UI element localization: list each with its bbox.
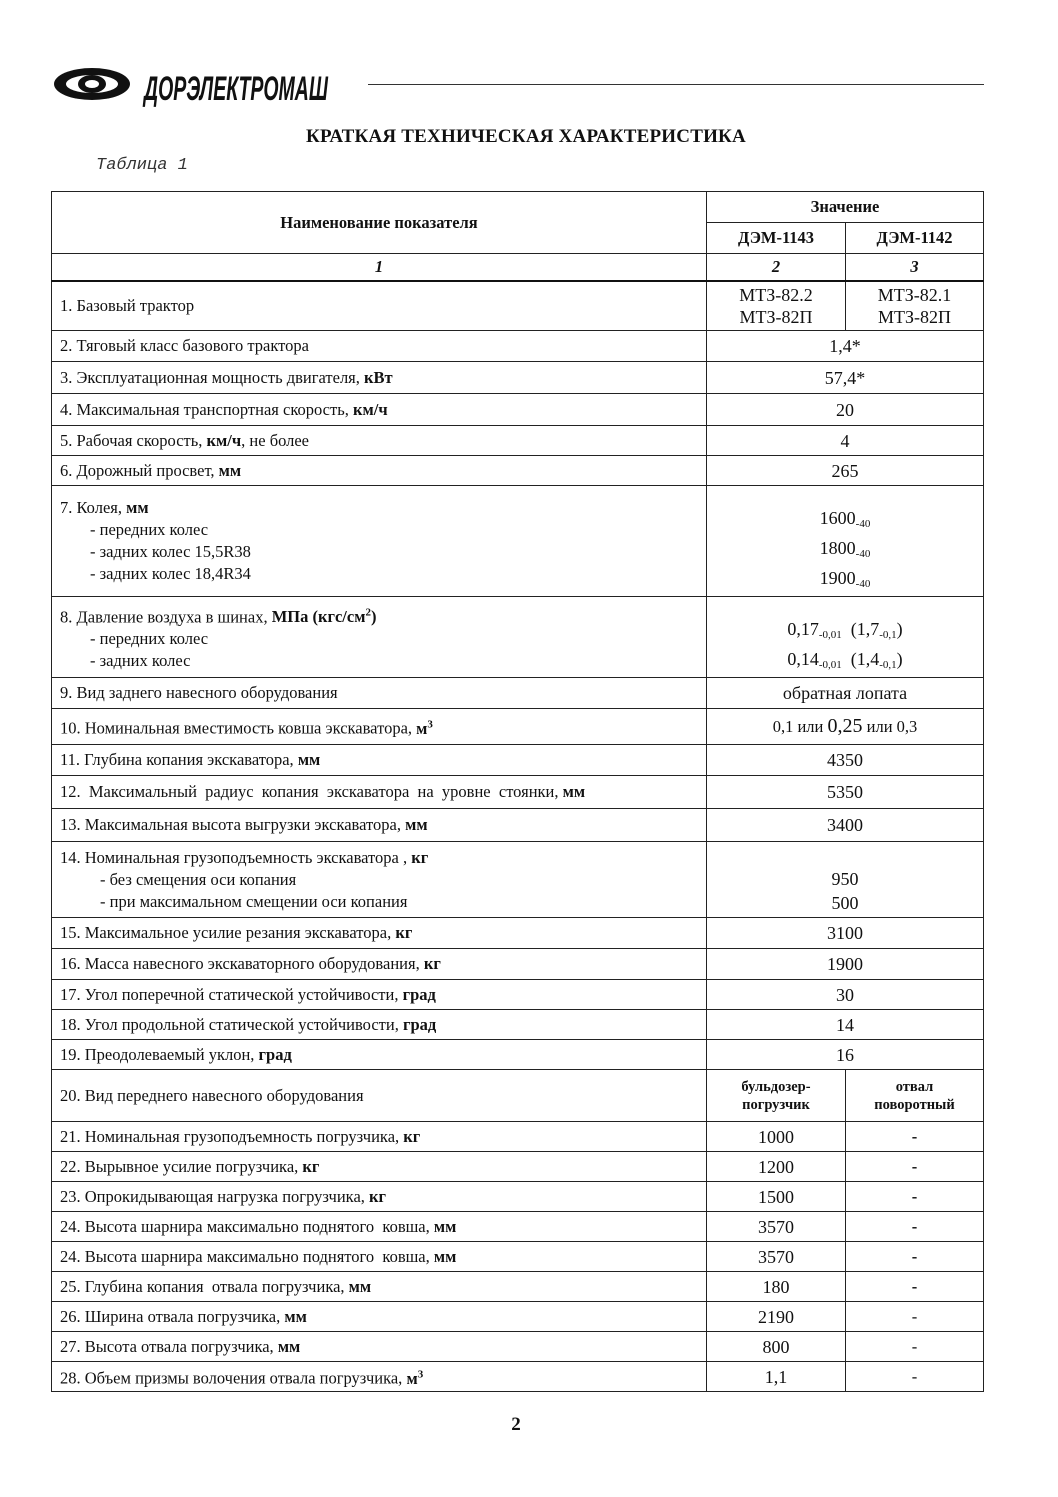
row-subvalue: $1900_{-40}$ bbox=[819, 568, 871, 590]
row-sublabel: - задних колес 18,4R34 bbox=[90, 564, 251, 583]
row-label-text: 28. Объем призмы волочения отвала погрузчика, bbox=[60, 1368, 403, 1388]
row-unit: мм bbox=[433, 1216, 457, 1236]
table-row bbox=[52, 1122, 984, 1152]
table-row bbox=[52, 1302, 984, 1332]
row-label bbox=[52, 394, 707, 426]
row-subvalue: $0,14_{-0,01}$ $(1,4_{-0,1})$ bbox=[787, 649, 903, 671]
row-unit: мм bbox=[284, 1306, 307, 1326]
row-value-a-line1: бульдозер- bbox=[741, 1078, 811, 1095]
table-row bbox=[52, 1362, 984, 1392]
row-unit: кг bbox=[395, 923, 413, 942]
table-row bbox=[52, 1070, 984, 1122]
col-num-2: 2 bbox=[707, 254, 846, 281]
row-label-text: 24. Высота шарнира максимально поднятого ковша, bbox=[60, 1246, 430, 1266]
row-value-b bbox=[846, 1070, 984, 1122]
row-value: 3100 bbox=[707, 918, 984, 949]
row-label-text: 13. Максимальная высота выгрузки экскаватора, bbox=[60, 815, 401, 834]
row-label-text: 22. Вырывное усилие погрузчика, bbox=[60, 1156, 299, 1176]
row-unit: м bbox=[416, 718, 428, 738]
row-value: 57,4* bbox=[707, 362, 984, 394]
row-unit: мм bbox=[297, 750, 321, 769]
table-row bbox=[52, 362, 984, 394]
table-row bbox=[52, 842, 984, 918]
row-value-b: - bbox=[846, 1182, 984, 1212]
table-row bbox=[52, 331, 984, 362]
row-label: 8. Давление воздуха в шинах, МПа $(кгс/см^2)$ - передних колес - задних колес bbox=[52, 597, 707, 678]
row-value: 16 bbox=[707, 1040, 984, 1070]
row-subvalue: $0,17_{-0,01}$ $(1,7_{-0,1})$ bbox=[787, 619, 903, 641]
row-label-text: 11. Глубина копания экскаватора, bbox=[60, 750, 294, 769]
row-label-text: 6. Дорожный просвет, bbox=[60, 460, 215, 480]
table-row bbox=[52, 918, 984, 949]
row-value-a-line1: МТЗ-82.2 bbox=[739, 284, 813, 305]
row-value-b: - bbox=[846, 1212, 984, 1242]
row-value-a: 180 bbox=[707, 1272, 846, 1302]
row-value-a bbox=[707, 1070, 846, 1122]
table-row bbox=[52, 1040, 984, 1070]
row-value-a-line2: МТЗ-82П bbox=[739, 306, 813, 327]
table-row bbox=[52, 678, 984, 709]
row-label-text: 8. Давление воздуха в шинах, bbox=[60, 607, 268, 627]
row-value bbox=[707, 842, 984, 918]
row-label bbox=[52, 1332, 707, 1362]
row-label-text: 26. Ширина отвала погрузчика, bbox=[60, 1306, 281, 1326]
row-value-b: - bbox=[846, 1272, 984, 1302]
row-label-text: 3. Эксплуатационная мощность двигателя, bbox=[60, 367, 360, 387]
row-value-b-line2: поворотный bbox=[874, 1096, 955, 1113]
row-label: 10. Номинальная вместимость ковша экскаватора, $м^3$ bbox=[52, 709, 707, 745]
table-row bbox=[52, 1182, 984, 1212]
row-unit: кг bbox=[369, 1186, 387, 1206]
row-value: 4350 bbox=[707, 745, 984, 776]
column-number-row bbox=[52, 254, 984, 281]
row-unit: кг bbox=[403, 1126, 421, 1146]
row-label bbox=[52, 1272, 707, 1302]
row-label-text: 10. Номинальная вместимость ковша экскаватора, bbox=[60, 718, 413, 738]
row-value-a: 800 bbox=[707, 1332, 846, 1362]
row-label: 20. Вид переднего навесного оборудования bbox=[52, 1070, 707, 1122]
company-logo bbox=[52, 62, 332, 106]
row-unit: кг bbox=[423, 954, 441, 973]
row-value-b-line1: МТЗ-82.1 bbox=[877, 284, 952, 305]
row-unit: м bbox=[406, 1368, 418, 1388]
row-unit: мм bbox=[433, 1246, 457, 1266]
row-value-a: 3570 bbox=[707, 1212, 846, 1242]
row-label-text: 7. Колея, bbox=[60, 498, 122, 517]
row-label-text: 18. Угол продольной статической устойчивости, bbox=[60, 1014, 399, 1034]
row-value: 265 bbox=[707, 456, 984, 486]
table-row bbox=[52, 281, 984, 331]
row-value-a: 1000 bbox=[707, 1122, 846, 1152]
row-label bbox=[52, 1302, 707, 1332]
row-value-b: - bbox=[846, 1242, 984, 1272]
row-subvalue: 950 bbox=[831, 868, 859, 889]
row-label bbox=[52, 809, 707, 842]
row-label: 28. Объем призмы волочения отвала погрузчика, $м^3$ bbox=[52, 1362, 707, 1392]
row-value-b: - bbox=[846, 1302, 984, 1332]
row-value-b bbox=[846, 281, 984, 331]
row-unit: кВт bbox=[364, 367, 393, 387]
row-value: 5350 bbox=[707, 776, 984, 809]
row-label bbox=[52, 486, 707, 597]
row-value-a: 1200 bbox=[707, 1152, 846, 1182]
row-unit: км/ч bbox=[206, 430, 242, 450]
page-title: КРАТКАЯ ТЕХНИЧЕСКАЯ ХАРАКТЕРИСТИКА bbox=[306, 126, 746, 147]
row-value: 30 bbox=[707, 980, 984, 1010]
row-unit: град bbox=[402, 984, 436, 1004]
table-row bbox=[52, 597, 984, 678]
table-row bbox=[52, 1332, 984, 1362]
row-label bbox=[52, 1010, 707, 1040]
row-value-a: 3570 bbox=[707, 1242, 846, 1272]
row-label: 9. Вид заднего навесного оборудования bbox=[52, 678, 707, 709]
table-row bbox=[52, 1272, 984, 1302]
row-label-text: 25. Глубина копания отвала погрузчика, bbox=[60, 1276, 345, 1296]
row-subvalue: $1600_{-40}$ bbox=[819, 508, 871, 530]
table-row bbox=[52, 1010, 984, 1040]
row-label-text: 17. Угол поперечной статической устойчивости, bbox=[60, 984, 399, 1004]
row-unit: кг bbox=[411, 847, 429, 867]
row-value bbox=[707, 597, 984, 678]
page-number: 2 bbox=[511, 1414, 521, 1435]
row-value-b-line2: МТЗ-82П bbox=[877, 306, 951, 327]
table-row bbox=[52, 486, 984, 597]
col-num-3: 3 bbox=[846, 254, 984, 281]
row-sublabel: - передних колес bbox=[90, 629, 209, 649]
row-unit: кг bbox=[302, 1156, 320, 1176]
header-rule bbox=[368, 84, 984, 85]
header-value: Значение bbox=[707, 192, 984, 223]
table-row bbox=[52, 949, 984, 980]
row-label bbox=[52, 745, 707, 776]
row-label-text: 14. Номинальная грузоподъемность экскаватора , bbox=[60, 847, 408, 867]
row-unit: мм bbox=[405, 815, 428, 834]
table-row bbox=[52, 980, 984, 1010]
row-unit: мм bbox=[218, 460, 242, 480]
table-row bbox=[52, 809, 984, 842]
row-value-a bbox=[707, 281, 846, 331]
row-label-text: 15. Максимальное усилие резания экскаватора, bbox=[60, 923, 392, 942]
row-subvalue: $1800_{-40}$ bbox=[819, 538, 871, 560]
header-name: Наименование показателя bbox=[52, 192, 707, 254]
row-value-b: - bbox=[846, 1332, 984, 1362]
row-label bbox=[52, 362, 707, 394]
row-value: обратная лопата bbox=[707, 678, 984, 709]
row-value-b-line1: отвал bbox=[895, 1078, 934, 1095]
row-value-a: 2190 bbox=[707, 1302, 846, 1332]
row-value: 4 bbox=[707, 426, 984, 456]
row-label-text: 19. Преодолеваемый уклон, bbox=[60, 1044, 255, 1064]
row-unit: км/ч bbox=[352, 399, 388, 419]
header-row bbox=[52, 192, 984, 223]
table-row bbox=[52, 745, 984, 776]
row-unit: МПа (кгс/см bbox=[271, 607, 366, 627]
row-label-text: 16. Масса навесного экскаваторного оборудования, bbox=[60, 954, 420, 973]
row-sublabel: - передних колес bbox=[90, 520, 209, 539]
header-model-b: ДЭМ-1142 bbox=[846, 223, 984, 254]
row-sublabel: - при максимальном смещении оси копания bbox=[100, 891, 408, 911]
row-label-text: 12. Максимальный радиус копания экскаватора на уровне стоянки, bbox=[60, 782, 559, 801]
row-sublabel: - задних колес 15,5R38 bbox=[90, 542, 251, 561]
row-value-a: 1,1 bbox=[707, 1362, 846, 1392]
row-value-a-line2: погрузчик bbox=[742, 1096, 810, 1113]
table-row bbox=[52, 709, 984, 745]
table-row bbox=[52, 1242, 984, 1272]
row-subvalue: 500 bbox=[831, 892, 859, 913]
row-label-text: 24. Высота шарнира максимально поднятого ковша, bbox=[60, 1216, 430, 1236]
row-label-text: 21. Номинальная грузоподъемность погрузчика, bbox=[60, 1126, 400, 1146]
row-unit: мм bbox=[562, 782, 586, 801]
table-row bbox=[52, 1152, 984, 1182]
row-value: 0,1 или 0,25 или 0,3 bbox=[707, 709, 984, 745]
table-caption: Таблица 1 bbox=[96, 156, 188, 175]
logo-text: ДОРЭЛЕКТРОМАШ bbox=[142, 70, 329, 108]
row-value: 14 bbox=[707, 1010, 984, 1040]
table-row bbox=[52, 456, 984, 486]
row-label bbox=[52, 1242, 707, 1272]
row-label bbox=[52, 1152, 707, 1182]
row-value bbox=[707, 486, 984, 597]
row-label bbox=[52, 842, 707, 918]
row-unit: град bbox=[402, 1014, 437, 1034]
row-label bbox=[52, 426, 707, 456]
row-sublabel: - без смещения оси копания bbox=[100, 869, 297, 889]
table-row bbox=[52, 776, 984, 809]
row-value-b: - bbox=[846, 1362, 984, 1392]
table-row bbox=[52, 1212, 984, 1242]
row-suffix: , не более bbox=[241, 430, 310, 450]
row-unit: град bbox=[258, 1044, 292, 1064]
row-label bbox=[52, 776, 707, 809]
row-label bbox=[52, 918, 707, 949]
row-unit: мм bbox=[277, 1336, 301, 1356]
row-sublabel: - задних колес bbox=[90, 651, 191, 671]
row-value-b: - bbox=[846, 1152, 984, 1182]
row-value: 1900 bbox=[707, 949, 984, 980]
row-value-b: - bbox=[846, 1122, 984, 1152]
row-label: 2. Тяговый класс базового трактора bbox=[52, 331, 707, 362]
row-label-text: 5. Рабочая скорость, bbox=[60, 430, 203, 450]
header-model-a: ДЭМ-1143 bbox=[707, 223, 846, 254]
row-value-a: 1500 bbox=[707, 1182, 846, 1212]
row-unit: мм bbox=[348, 1276, 372, 1296]
row-label-text: 27. Высота отвала погрузчика, bbox=[60, 1336, 274, 1356]
row-label-text: 4. Максимальная транспортная скорость, bbox=[60, 399, 349, 419]
row-label bbox=[52, 456, 707, 486]
row-label bbox=[52, 1182, 707, 1212]
col-num-1: 1 bbox=[52, 254, 707, 281]
row-label bbox=[52, 1122, 707, 1152]
row-label: 1. Базовый трактор bbox=[52, 281, 707, 331]
row-label bbox=[52, 1040, 707, 1070]
row-value: 1,4* bbox=[707, 331, 984, 362]
specs-table bbox=[51, 191, 984, 1392]
row-value: 3400 bbox=[707, 809, 984, 842]
row-unit: мм bbox=[126, 498, 149, 517]
table-row bbox=[52, 426, 984, 456]
row-label-text: 23. Опрокидывающая нагрузка погрузчика, bbox=[60, 1186, 365, 1206]
row-label bbox=[52, 1212, 707, 1242]
row-label bbox=[52, 980, 707, 1010]
table-row bbox=[52, 394, 984, 426]
row-value: 20 bbox=[707, 394, 984, 426]
row-label bbox=[52, 949, 707, 980]
